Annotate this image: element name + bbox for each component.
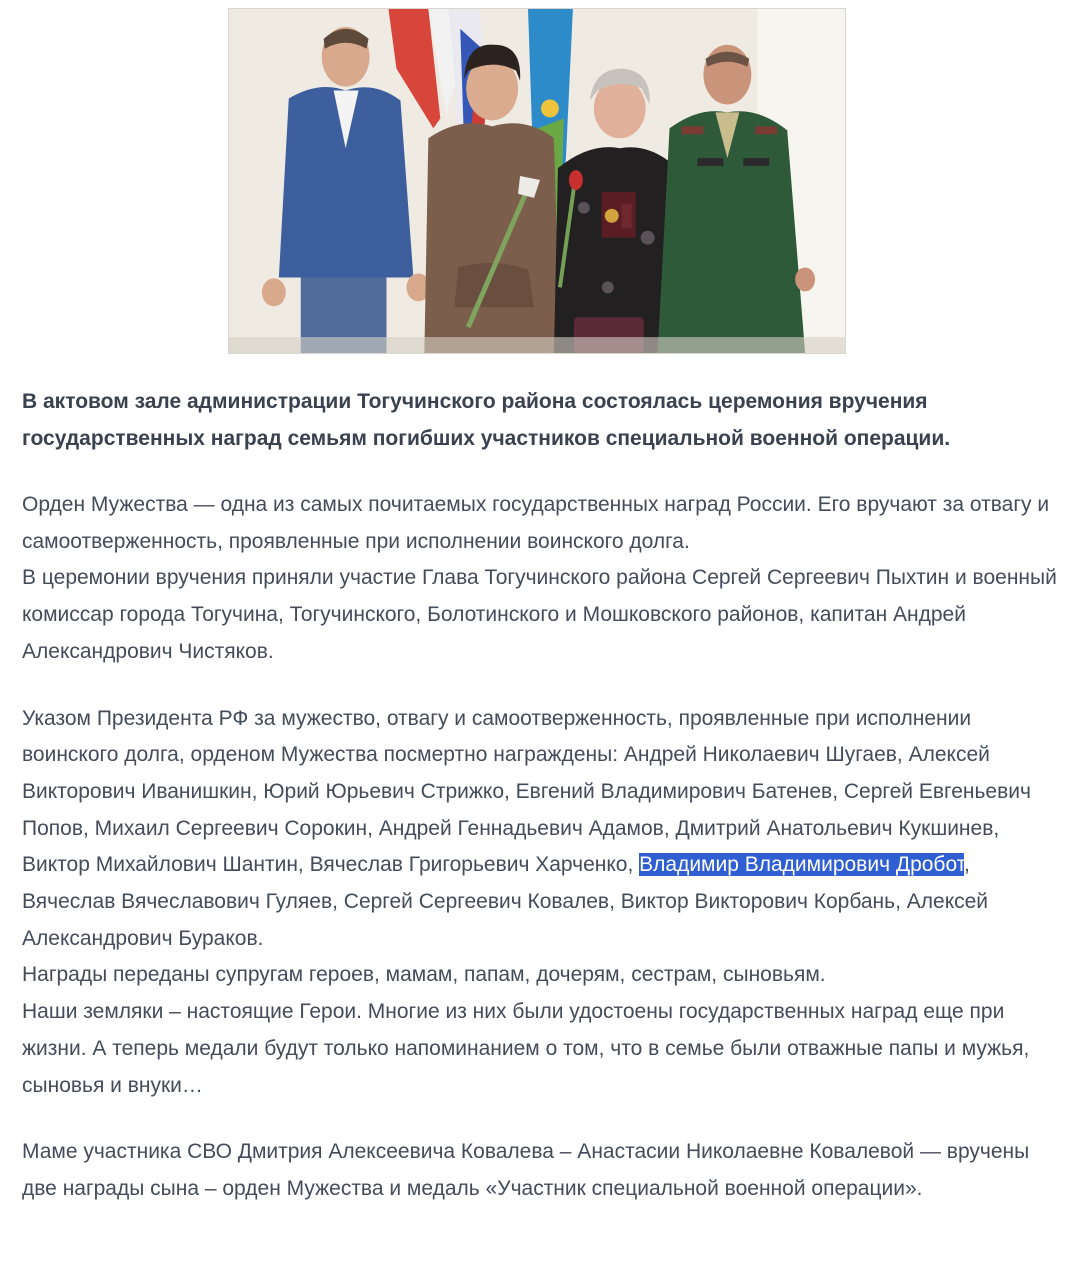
paragraph-awardees <box>22 701 1058 958</box>
ceremony-photo <box>228 8 846 354</box>
paragraph-order-description: Орден Мужества — одна из самых почитаемых государственных наград России. Его вручают за отвагу и самоотверженность, проявленные при исполнении воинского долга. <box>22 493 1050 553</box>
highlighted-name[interactable]: Владимир Владимирович Дробот <box>639 853 964 877</box>
awardees-text-after: , Вячеслав Вячеславович Гуляев, Сергей Сергеевич Ковалев, Виктор Викторович Корбань, Алексей Александрович Бураков. <box>22 853 989 950</box>
paragraph-kovalev-mother: Маме участника СВО Дмитрия Алексеевича Ковалева – Анастасии Николаевне Ковалевой — вручены две награды сына – орден Мужества и медаль «Участник специальной военной операции». <box>22 1140 1030 1200</box>
awardees-text-before: Указом Президента РФ за мужество, отвагу и самоотверженность, проявленные при исполнении воинского долга, орденом Мужества посмертно награждены: Андрей Николаевич Шугаев, Алексей Викторович Иванишкин, Юрий Юрьевич Стрижко, Евгений Владимирович Батенев, Сергей Евгеньевич Попов, Михаил Сергеевич Сорокин, Андрей Геннадьевич Адамов, Дмитрий Анатольевич Кукшинев, Виктор Михайлович Шантин, Вячеслав Григорьевич Харченко, <box>22 706 1031 877</box>
paragraph-ceremony-participants: В церемонии вручения приняли участие Глава Тогучинского района Сергей Сергеевич Пыхтин и военный комиссар города Тогучина, Тогучинского, Болотинского и Мошковского районов, капитан Андрей Александрович Чистяков. <box>22 566 1057 663</box>
article-lead: В актовом зале администрации Тогучинского района состоялась церемония вручения государственных наград семьям погибших участников специальной военной операции. <box>22 390 951 450</box>
article-body <box>22 384 1058 1208</box>
paragraph-recipients: Награды переданы супругам героев, мамам, папам, дочерям, сестрам, сыновьям. <box>22 963 826 987</box>
paragraph-heroes: Наши земляки – настоящие Герои. Многие из них были удостоены государственных наград еще при жизни. А теперь медали будут только напоминанием о том, что в семье были отважные папы и мужья, сыновья и внуки… <box>22 1000 1030 1097</box>
